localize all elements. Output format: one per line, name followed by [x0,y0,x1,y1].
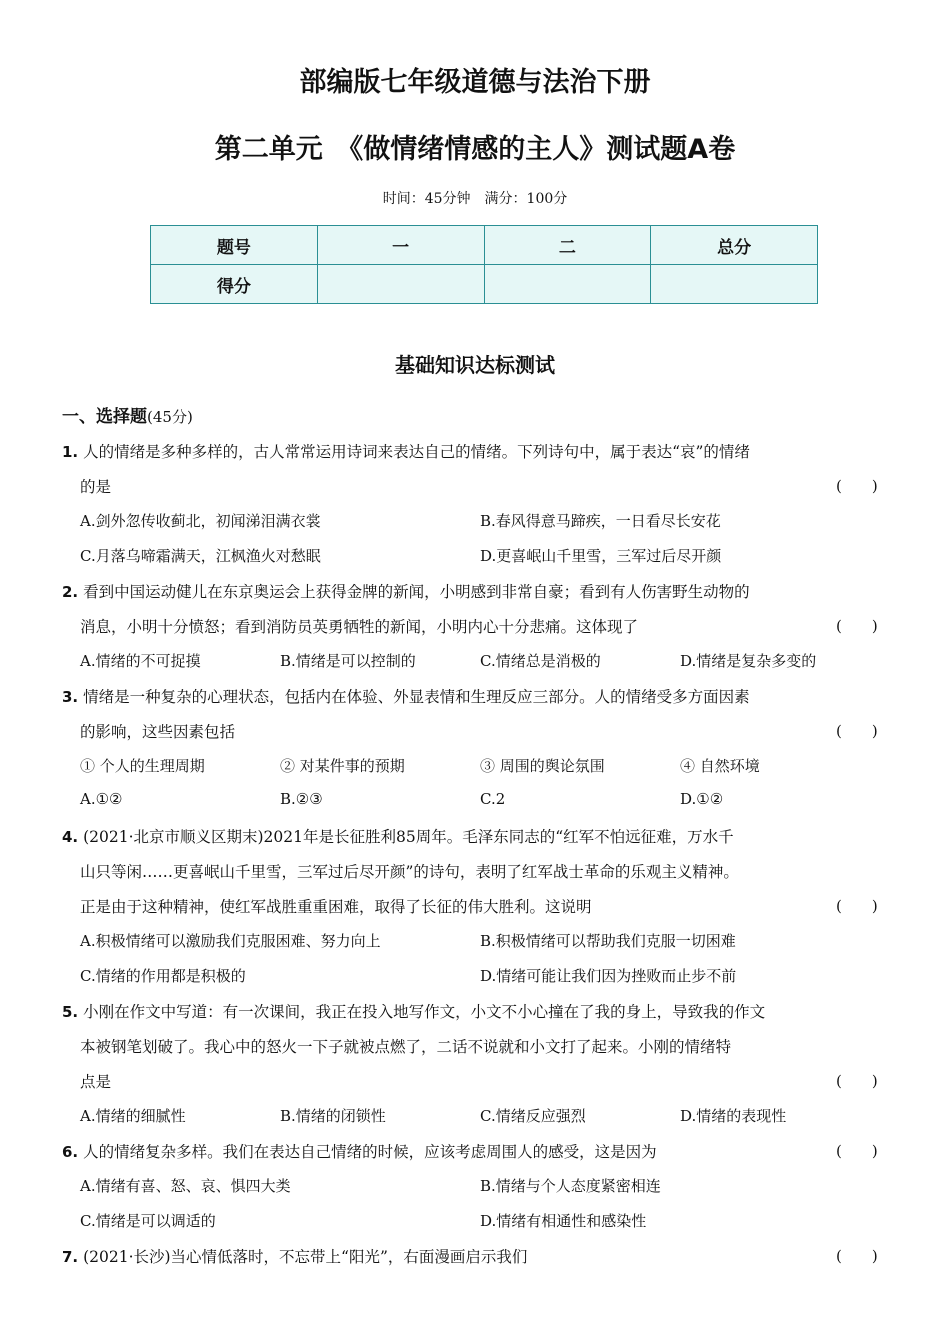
statement-item: ④ 自然环境 [680,757,760,775]
question-2-line-2: 消息，小明十分愤怒；看到消防员英勇牺牲的新闻，小明内心十分悲痛。这体现了 [80,618,639,636]
question-number: 2. [62,583,79,601]
answer-paren: ( ) [836,1072,878,1090]
option-b: B.春风得意马蹄疾，一日看尽长安花 [480,512,721,530]
option-d: D.①② [680,790,724,808]
part-points: (45分) [147,408,193,426]
option-c: C.情绪的作用都是积极的 [80,967,246,985]
question-3-line-2: 的影响，这些因素包括 [80,723,236,741]
question-2-line-1: 2. 看到中国运动健儿在东京奥运会上获得金牌的新闻，小明感到非常自豪；看到有人伤害野生动物的 [62,583,750,601]
question-3-line-1: 3. 情绪是一种复杂的心理状态，包括内在体验、外显表情和生理反应三部分。人的情绪受多方面因素 [62,688,750,706]
option-a: A.情绪的不可捉摸 [80,652,201,670]
question-4-line-1: 4. (2021·北京市顺义区期末)2021年是长征胜利85周年。毛泽东同志的“红军不怕远征难，万水千 [62,828,734,846]
statement-item: ③ 周围的舆论氛围 [480,757,605,775]
option-c: C.情绪反应强烈 [480,1107,586,1125]
statement-item: ② 对某件事的预期 [280,757,405,775]
part-label: 一、选择题 [62,407,147,427]
option-c: C.2 [480,790,506,808]
question-number: 6. [62,1143,79,1161]
score-table-score-row [151,265,818,304]
option-a: A.情绪的细腻性 [80,1107,186,1125]
option-b: B.情绪与个人态度紧密相连 [480,1177,661,1195]
option-d: D.情绪可能让我们因为挫败而止步不前 [480,967,737,985]
question-5-line-1: 5. 小刚在作文中写道：有一次课间，我正在投入地写作文，小文不小心撞在了我的身上，导致我的作文 [62,1003,766,1021]
question-7-line-1: 7. (2021·长沙)当心情低落时，不忘带上“阳光”，右面漫画启示我们 [62,1248,528,1266]
score-cell [651,265,818,304]
option-a: A.情绪有喜、怒、哀、惧四大类 [80,1177,291,1195]
question-6-line-1: 6. 人的情绪复杂多样。我们在表达自己情绪的时候，应该考虑周围人的感受，这是因为 [62,1143,657,1161]
option-c: C.情绪总是消极的 [480,652,601,670]
score-header-cell: 总分 [651,226,818,265]
statement-item: ① 个人的生理周期 [80,757,205,775]
question-number: 5. [62,1003,79,1021]
option-a: A.剑外忽传收蓟北，初闻涕泪满衣裳 [80,512,321,530]
answer-paren: ( ) [836,617,878,635]
score-row-label: 得分 [151,265,318,304]
option-d: D.情绪是复杂多变的 [680,652,817,670]
answer-paren: ( ) [836,897,878,915]
answer-paren: ( ) [836,722,878,740]
section-title: 基础知识达标测试 [395,353,555,377]
question-5-line-2: 本被钢笔划破了。我心中的怒火一下子就被点燃了，二话不说就和小文打了起来。小刚的情绪特 [80,1038,732,1056]
answer-paren: ( ) [836,1247,878,1265]
option-c: C.情绪是可以调适的 [80,1212,216,1230]
question-4-line-3: 正是由于这种精神，使红军战胜重重困难，取得了长征的伟大胜利。这说明 [80,898,592,916]
score-table [150,225,818,304]
option-b: B.情绪的闭锁性 [280,1107,386,1125]
option-c: C.月落乌啼霜满天，江枫渔火对愁眠 [80,547,321,565]
option-a: A.①② [80,790,123,808]
option-b: B.积极情绪可以帮助我们克服一切困难 [480,932,736,950]
option-d: D.情绪的表现性 [680,1107,787,1125]
answer-paren: ( ) [836,1142,878,1160]
score-header-cell: 题号 [151,226,318,265]
question-4-line-2: 山只等闲……更喜岷山千里雪，三军过后尽开颜”的诗句，表明了红军战士革命的乐观主义精神。 [80,863,739,881]
document-subtitle: 第二单元 《做情绪情感的主人》测试题A卷 [214,134,736,165]
question-number: 7. [62,1248,79,1266]
score-header-cell: 一 [317,226,484,265]
score-table-header-row [151,226,818,265]
option-d: D.更喜岷山千里雪，三军过后尽开颜 [480,547,722,565]
option-d: D.情绪有相通性和感染性 [480,1212,647,1230]
answer-paren: ( ) [836,477,878,495]
document-title: 部编版七年级道德与法治下册 [299,67,651,98]
time-info: 时间：45分钟 满分：100分 [382,191,568,207]
option-b: B.情绪是可以控制的 [280,652,416,670]
question-number: 1. [62,443,79,461]
part-heading [62,402,193,427]
question-1-line-1: 1. 人的情绪是多种多样的，古人常常运用诗词来表达自己的情绪。下列诗句中，属于表达“哀”的情绪 [62,443,750,461]
question-number: 3. [62,688,79,706]
score-cell [317,265,484,304]
score-header-cell: 二 [484,226,651,265]
option-b: B.②③ [280,790,323,808]
question-1-line-2: 的是 [80,478,112,496]
score-cell [484,265,651,304]
question-number: 4. [62,828,79,846]
option-a: A.积极情绪可以激励我们克服困难、努力向上 [80,932,381,950]
question-5-line-3: 点是 [80,1073,112,1091]
